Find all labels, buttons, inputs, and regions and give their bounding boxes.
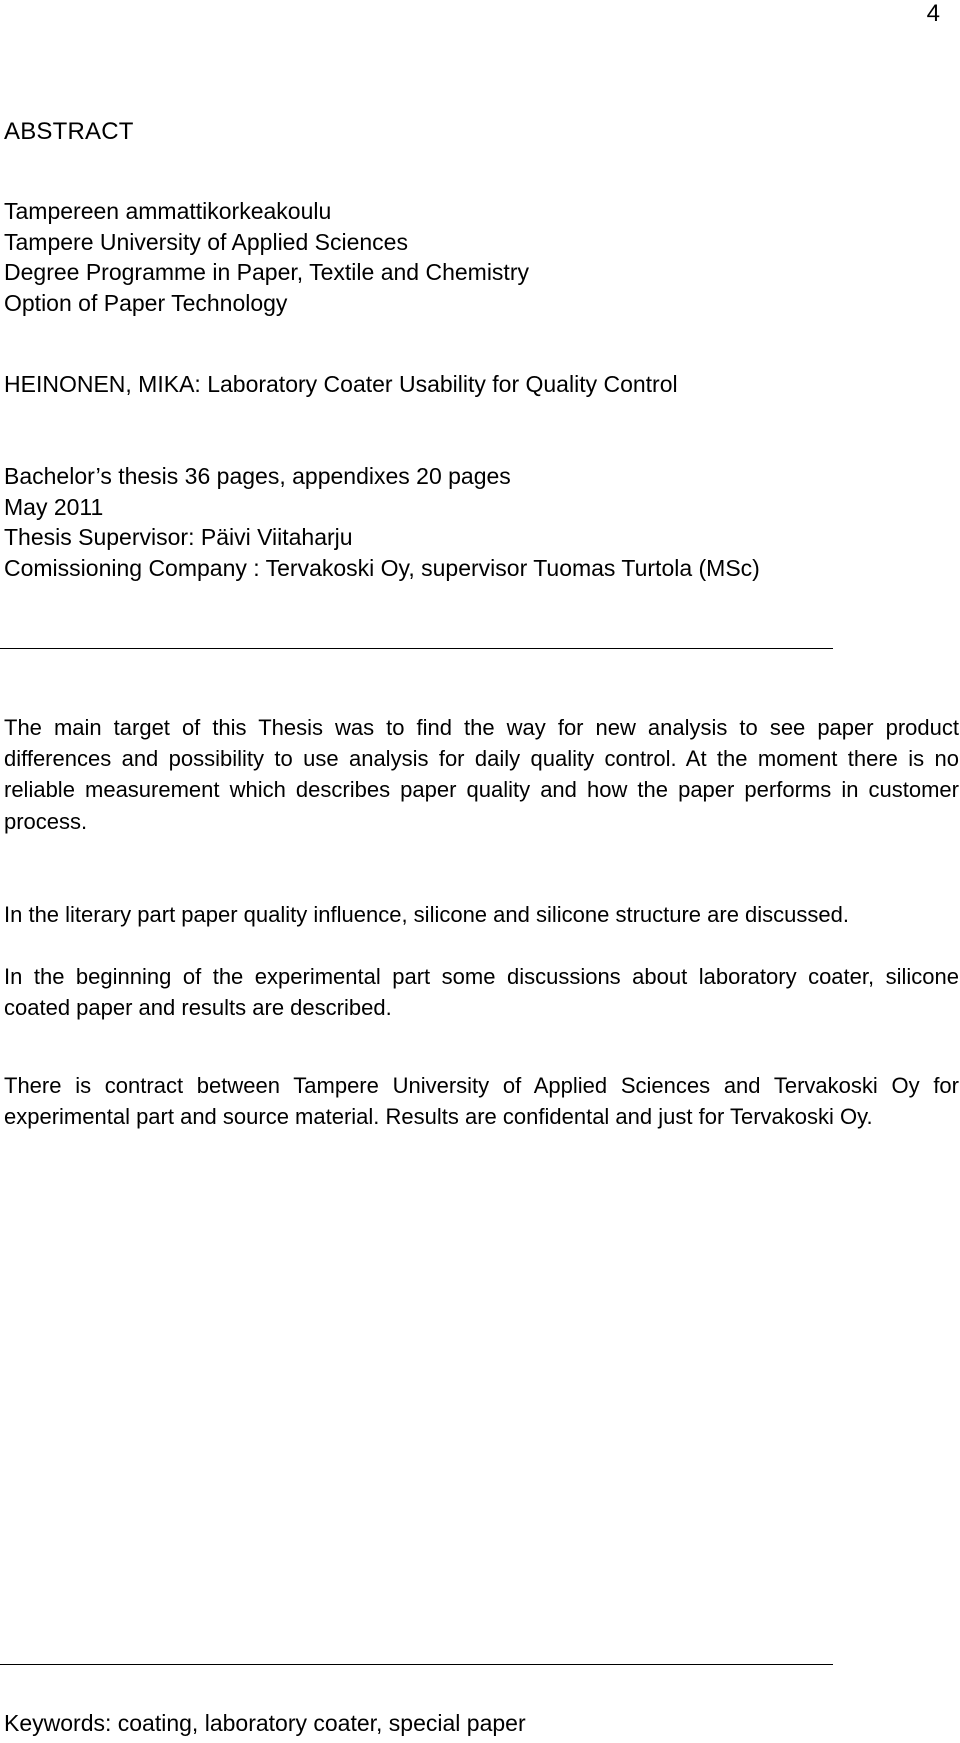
bottom-divider (0, 1664, 833, 1665)
institution-block (4, 196, 960, 318)
institution-line: Degree Programme in Paper, Textile and Chemistry (4, 259, 529, 285)
thesis-details-block (4, 461, 960, 583)
institution-line: Tampereen ammattikorkeakoulu (4, 198, 332, 224)
thesis-title-block (4, 369, 960, 400)
details-line: May 2011 (4, 493, 104, 520)
page-number: 4 (926, 0, 940, 27)
abstract-paragraph: In the literary part paper quality influence, silicone and silicone structure are discussed. (4, 902, 850, 927)
top-divider (0, 648, 833, 649)
abstract-paragraph: There is contract between Tampere University of Applied Sciences and Tervakoski Oy for experimental part and source material. Results are confidental and just for Tervakoski Oy. (4, 1073, 959, 1130)
institution-line: Tampere University of Applied Sciences (4, 228, 408, 255)
author-title-line: HEINONEN, MIKA: Laboratory Coater Usability for Quality Control (4, 371, 678, 397)
details-line: Thesis Supervisor: Päivi Viitaharju (4, 524, 353, 550)
keywords-line: Keywords: coating, laboratory coater, special paper (4, 1710, 526, 1736)
institution-line: Option of Paper Technology (4, 289, 288, 316)
details-line: Comissioning Company : Tervakoski Oy, supervisor Tuomas Turtola (MSc) (4, 554, 760, 581)
abstract-paragraph: The main target of this Thesis was to find the way for new analysis to see paper product differences and possibility to use analysis for daily quality control. At the moment there is no reliable measurement which describes paper quality and how the paper performs in customer process. (4, 715, 959, 834)
abstract-heading: ABSTRACT (4, 118, 134, 145)
abstract-paragraph: In the beginning of the experimental part some discussions about laboratory coater, silicone coated paper and results are described. (4, 964, 959, 1021)
details-line: Bachelor’s thesis 36 pages, appendixes 20 pages (4, 463, 511, 489)
